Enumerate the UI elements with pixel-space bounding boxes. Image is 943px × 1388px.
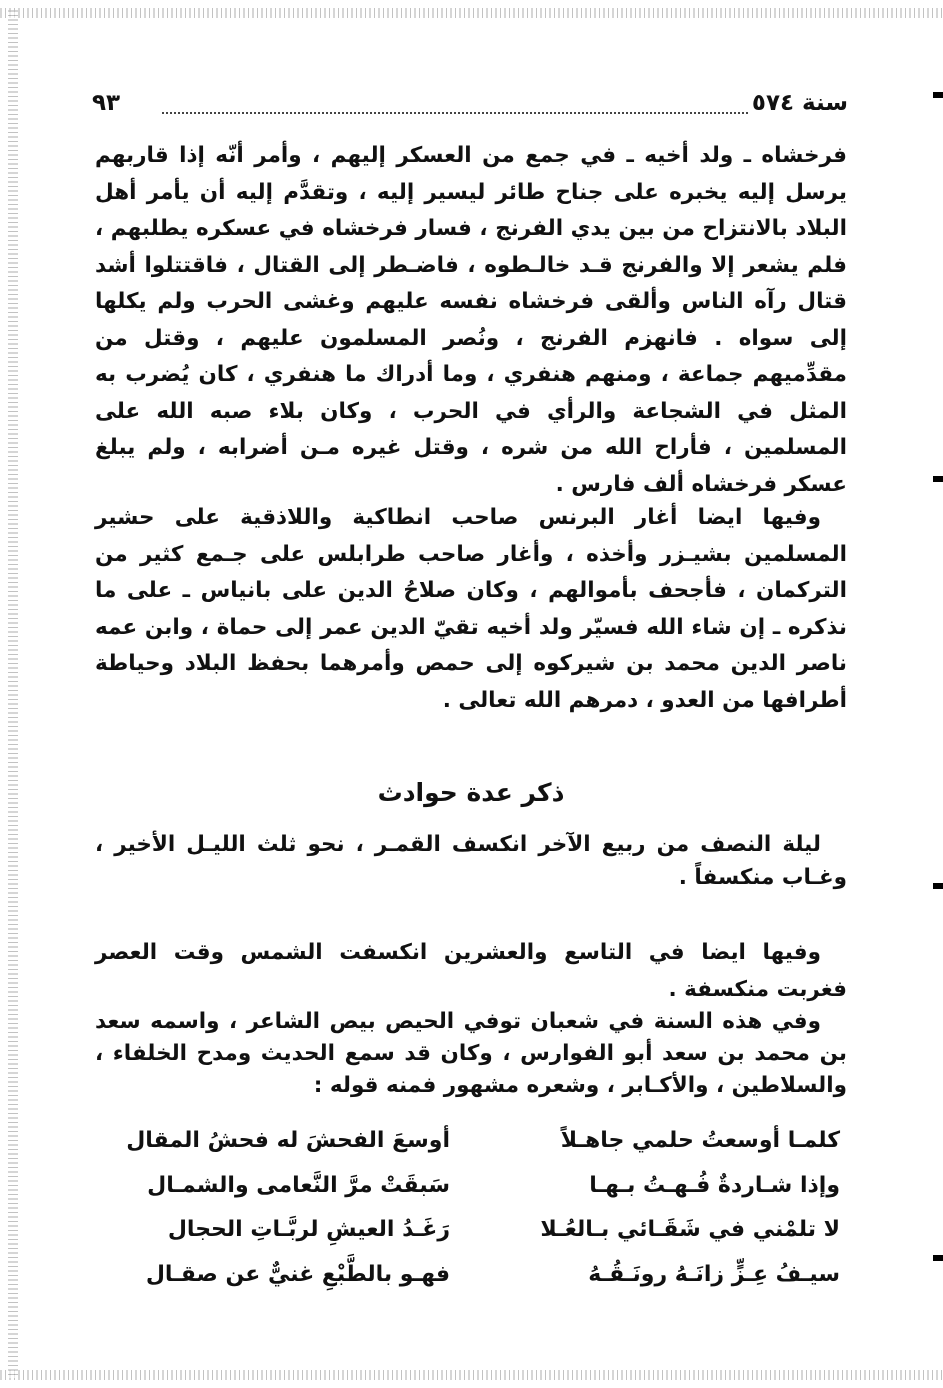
page-edge-mark [933,1255,943,1261]
ornamental-border-left [8,10,18,1378]
poem-verse [160,1217,840,1262]
verse-second-hemistich: فهـو بالطَّبْعِ غنيٌّ عن صقـال [145,1261,450,1287]
page-edge-mark [933,92,943,98]
paragraph: وفيها ايضا أغار البرنس صاحب انطاكية واللاذقية على حشير المسلمين بشيـزر وأخذه ، وأغار صاحب طرابلس على جـمع كثير من التركمان ، فأجحف بأموالهم ، وكان صلاحُ الدين على بانياس ـ على ما نذكره ـ إن شاء الله فسيّر ولد أخيه تقيّ الدين عمر إلى حماة ، وابن عمه ناصر الدين محمد بن شيركوه إلى حمص وأمرهما بحفظ البلاد وحياطة أطرافها من العدو ، دمرهم الله تعالى . [95,505,847,713]
ornamental-border-top [0,8,943,18]
verse-first-hemistich: لا تلمْني في شَقَـائي بـالعُـلا [540,1217,840,1242]
ornamental-border-bottom [0,1370,943,1380]
page-number: ٩٣ [92,90,121,116]
running-head: سنة ٥٧٤ [751,90,848,116]
verse-second-hemistich: رَغَـدُ العيشِ لربَّـاتِ الحجال [167,1217,450,1242]
header-dotted-leader [162,112,748,114]
verse-first-hemistich: وإذا شـاردةٌ فُـهـتُ بـهـا [589,1172,840,1198]
section-heading: ذكر عدة حوادث [377,778,565,807]
verse-first-hemistich: كلمـا أوسعتُ حلمي جاهـلاً [560,1128,840,1153]
paragraph: وفيها ايضا في التاسع والعشرين انكسفت الشمس وقت العصر فغربت منكسفة . [95,940,847,1002]
poem-verse [126,1128,840,1173]
poem-verse [147,1172,840,1218]
poem-verse [145,1261,840,1307]
paragraph: فرخشاه ـ ولد أخيه ـ في جمع من العسكر إليهم ، وأمر أنّه إذا قاربهم يرسل إليه يخبره على جناح طائر ليسير إليه ، وتقدَّم إليه أن يأمر أهل البلاد بالانتزاح من بين يدي الفرنج ، فسار فرخشاه في عسكره يطلبهم ، فلم يشعر إلا والفرنج قـد خالـطوه ، فاضـطر إلى القتال ، فاقتتلوا أشد قتال رآه الناس وألقى فرخشاه نفسه عليهم وغشى الحرب ولم يكلها إلى سواه . فانهزم الفرنج ، ونُصر المسلمون عليهم ، وقتل من مقدِّميهم جماعة ، ومنهم هنفري ، وما أدراك ما هنفري ، كان يُضرب به المثل في الشجاعة والرأي في الحرب ، وكان بلاء صبه الله على المسلمين ، فأراح الله من شره ، وقتل غيره مـن أضرابه ، ولم يبلغ عسكر فرخشاه ألف فارس . [95,143,847,497]
verse-second-hemistich: أوسعَ الفحشَ له فحشُ المقال [126,1128,450,1153]
poem [126,1128,840,1306]
page-header [92,90,848,130]
verse-second-hemistich: سَبقَتْ مرَّ النَّعامى والشمـال [147,1172,450,1198]
paragraph: ليلة النصف من ربيع الآخر انكسف القمـر ، نحو ثلث الليـل الأخير ، وغـاب منكسفاً . [95,832,847,890]
paragraph: وفي هذه السنة في شعبان توفي الحيص بيص الشاعر ، واسمه سعد بن محمد بن سعد أبو الفوارس ، وكان قد سمع الحديث ومدح الخلفاء ، والسلاطين ، والأكـابر ، وشعره مشهور فمنه قوله : [95,1009,847,1098]
page-edge-mark [933,476,943,482]
page-edge-mark [933,883,943,889]
verse-first-hemistich: سيـفُ عِـزٍّ زانَـهُ رونَـقُـهُ [588,1261,840,1287]
